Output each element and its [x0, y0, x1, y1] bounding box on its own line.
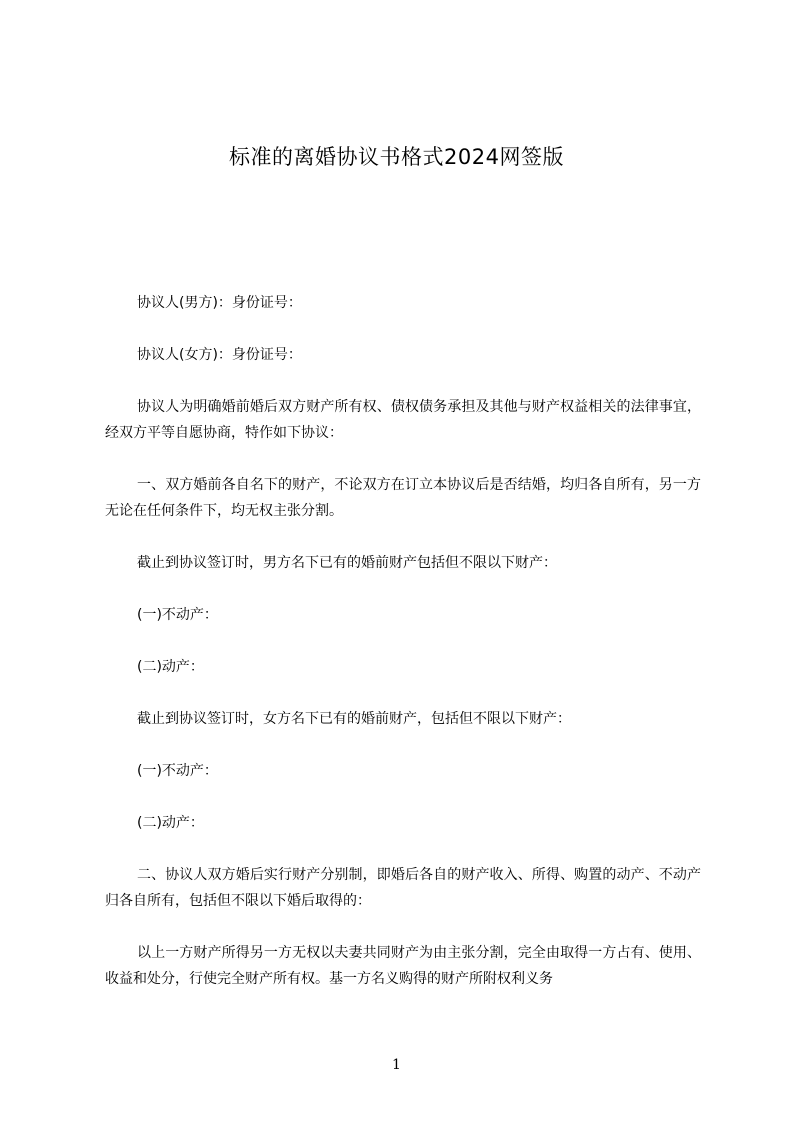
- paragraph-clause-2: 二、协议人双方婚后实行财产分别制，即婚后各自的财产收入、所得、购置的动产、不动产归各自所有，包括但不限以下婚后取得的：: [105, 867, 701, 909]
- paragraph-clause-1: 一、双方婚前各自名下的财产，不论双方在订立本协议后是否结婚，均归各自所有，另一方无论在任何条件下，均无权主张分割。: [105, 477, 701, 519]
- paragraph-male-premarital: 截止到协议签订时，男方名下已有的婚前财产包括但不限以下财产：: [137, 555, 557, 571]
- paragraph-male-party: 协议人(男方)：身份证号：: [137, 295, 302, 311]
- paragraph-female-real-estate: (一)不动产：: [137, 763, 218, 779]
- paragraph-male-movable: (二)动产：: [137, 659, 204, 675]
- paragraph-female-premarital: 截止到协议签订时，女方名下已有的婚前财产，包括但不限以下财产：: [137, 711, 571, 727]
- page-number: 1: [392, 1057, 401, 1073]
- document-body: [105, 290, 701, 1018]
- paragraph-preamble: 协议人为明确婚前婚后双方财产所有权、债权债务承担及其他与财产权益相关的法律事宜，经双方平等自愿协商，特作如下协议：: [105, 399, 701, 441]
- paragraph-female-party: 协议人(女方)：身份证号：: [137, 347, 302, 363]
- paragraph-female-movable: (二)动产：: [137, 815, 204, 831]
- paragraph-ownership: 以上一方财产所得另一方无权以夫妻共同财产为由主张分割，完全由取得一方占有、使用、收益和处分，行使完全财产所有权。基一方名义购得的财产所附权利义务: [105, 945, 701, 987]
- paragraph-male-real-estate: (一)不动产：: [137, 607, 218, 623]
- document-title: 标准的离婚协议书格式2024网签版: [229, 145, 564, 169]
